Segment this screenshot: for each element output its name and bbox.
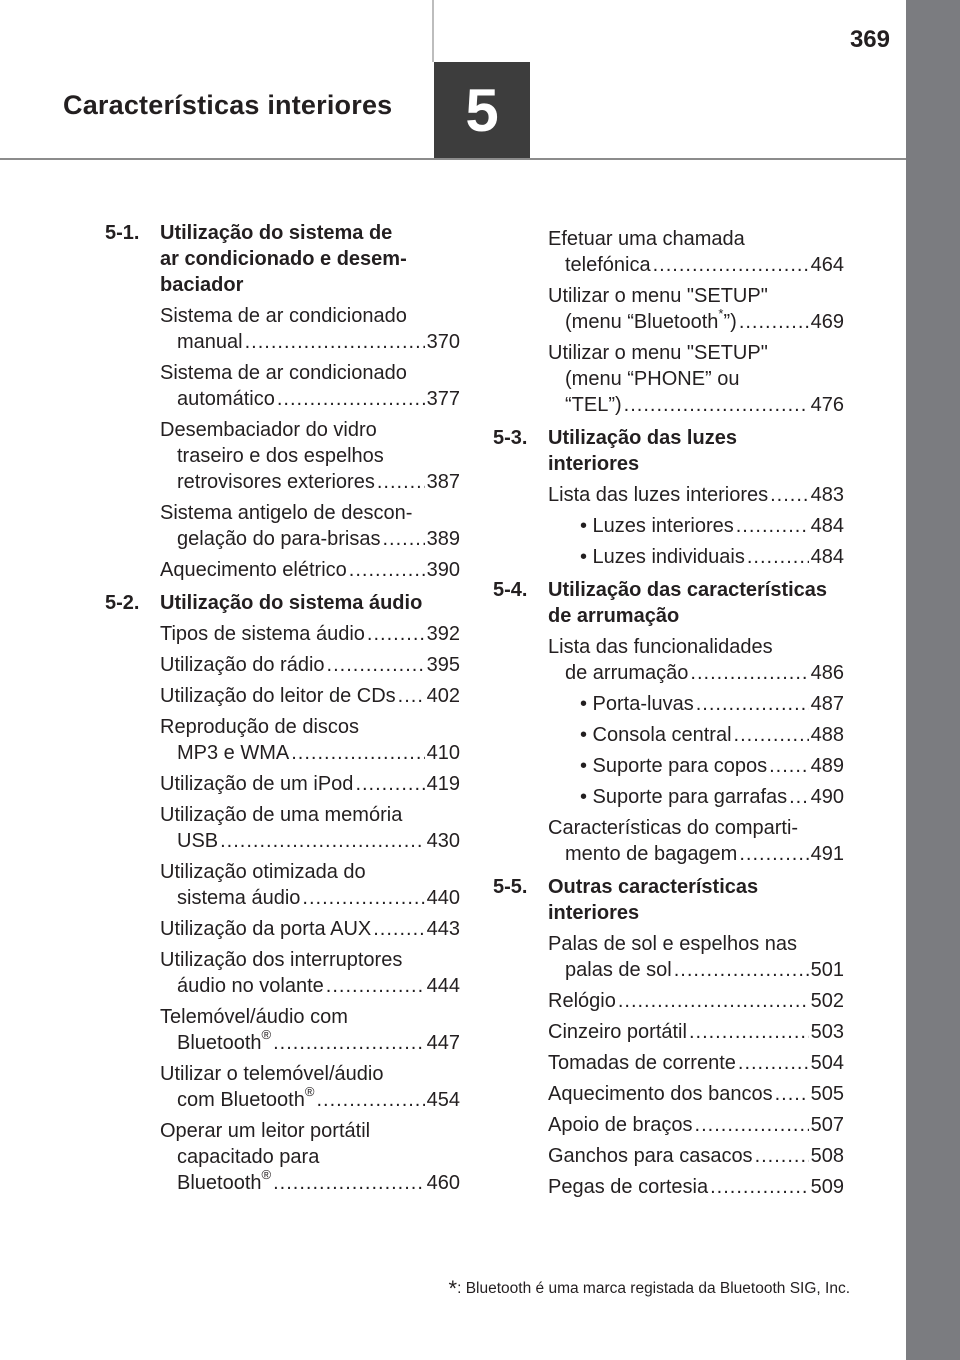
toc-page-number: 443 — [426, 918, 460, 940]
toc-entry-line: Utilização de uma memória — [160, 804, 403, 826]
toc-entry-line: Efetuar uma chamada — [548, 228, 745, 250]
toc-subentry[interactable] — [493, 544, 844, 570]
toc-leader-dots — [690, 660, 808, 686]
toc-entry[interactable] — [105, 652, 460, 678]
toc-page-number: 488 — [810, 724, 844, 746]
toc-page-number: 483 — [810, 484, 844, 506]
toc-leader-dots — [775, 1081, 809, 1107]
toc-leader-dots — [747, 544, 809, 570]
toc-entry-line: manual — [177, 331, 243, 353]
toc-leader-dots — [689, 1019, 809, 1045]
toc-entry-line: de arrumação — [565, 662, 689, 684]
toc-entry-line: Utilizar o menu "SETUP" — [548, 285, 768, 307]
toc-entry-line: “TEL”) — [565, 394, 622, 416]
toc-entry[interactable] — [105, 1118, 460, 1196]
toc-page-number: 440 — [426, 887, 460, 909]
toc-entry-line: automático — [177, 388, 275, 410]
toc-entry-line: capacitado para — [177, 1146, 320, 1168]
toc-entry-line: Utilização otimizada do — [160, 861, 366, 883]
toc-section-title — [160, 590, 460, 616]
toc-entry-line: Tipos de sistema áudio — [160, 623, 365, 645]
side-thumb-tab — [906, 0, 960, 1360]
toc-entry[interactable] — [105, 947, 460, 999]
toc-entry-line: Sistema antigelo de descon- — [160, 502, 413, 524]
toc-page-number: 370 — [426, 331, 460, 353]
toc-leader-dots — [220, 828, 425, 854]
toc-section-number: 5-3. — [493, 427, 528, 449]
toc-leader-dots — [789, 784, 809, 810]
toc-page-number: 410 — [426, 742, 460, 764]
toc-entry[interactable] — [105, 360, 460, 412]
toc-section-number: 5-5. — [493, 876, 528, 898]
toc-entry[interactable] — [493, 1112, 844, 1138]
toc-entry-line: mento de bagagem — [565, 843, 738, 865]
toc-page-number: 419 — [426, 773, 460, 795]
toc-entry-line: Utilizar o telemóvel/áudio — [160, 1063, 384, 1085]
toc-entry-line: USB — [177, 830, 219, 852]
toc-leader-dots — [738, 1050, 809, 1076]
toc-leader-dots — [696, 691, 809, 717]
footnote-marker: * — [448, 1276, 458, 1301]
toc-page-number: 508 — [810, 1145, 844, 1167]
toc-section-heading — [493, 425, 844, 477]
toc-entry-line: com Bluetooth® — [177, 1084, 315, 1111]
toc-entry[interactable] — [493, 634, 844, 686]
toc-leader-dots — [327, 652, 425, 678]
toc-entry[interactable] — [105, 916, 460, 942]
toc-section-heading — [105, 590, 460, 616]
toc-leader-dots — [710, 1174, 809, 1200]
footnote-text: : Bluetooth é uma marca registada da Bluetooth SIG, Inc. — [457, 1280, 850, 1297]
toc-entry[interactable] — [105, 417, 460, 495]
toc-entry-line: Utilização da porta AUX — [160, 918, 372, 940]
toc-entry-line: gelação do para-brisas — [177, 528, 381, 550]
toc-section-number: 5-1. — [105, 222, 140, 244]
toc-section-title-line: Outras características — [548, 876, 759, 898]
toc-entry-line: Lista das luzes interiores — [548, 484, 769, 506]
toc-page-number: 389 — [426, 528, 460, 550]
toc-section-heading — [105, 220, 460, 298]
toc-leader-dots — [326, 973, 425, 999]
toc-entry[interactable] — [493, 931, 844, 983]
toc-leader-dots — [739, 309, 809, 335]
toc-page-number: 387 — [426, 471, 460, 493]
toc-entry-line: Utilizar o menu "SETUP" — [548, 342, 768, 364]
toc-leader-dots — [245, 329, 425, 355]
footnote — [345, 1273, 850, 1299]
toc-entry[interactable] — [493, 1081, 844, 1107]
toc-entry-line: • Luzes interiores — [580, 515, 734, 537]
toc-entry-line: Ganchos para casacos — [548, 1145, 753, 1167]
toc-section-title-line: interiores — [548, 902, 640, 924]
toc-leader-dots — [398, 683, 425, 709]
toc-entry-line: Sistema de ar condicionado — [160, 362, 407, 384]
toc-entry-line: Telemóvel/áudio com — [160, 1006, 348, 1028]
toc-section-title — [548, 874, 844, 926]
toc-page-number: 489 — [810, 755, 844, 777]
toc-entry-line: Bluetooth® — [177, 1167, 272, 1194]
toc-entry[interactable] — [105, 1004, 460, 1056]
toc-leader-dots — [653, 252, 809, 278]
toc-leader-dots — [367, 621, 425, 647]
toc-page-number: 447 — [426, 1032, 460, 1054]
toc-leader-dots — [734, 722, 809, 748]
toc-entry-line: palas de sol — [565, 959, 672, 981]
header-divider — [0, 158, 906, 160]
toc-entry-line: Utilização do rádio — [160, 654, 325, 676]
toc-leader-dots — [349, 557, 425, 583]
toc-leader-dots — [736, 513, 809, 539]
toc-section-title-line: ar condicionado e desem- — [160, 248, 407, 270]
toc-page-number: 430 — [426, 830, 460, 852]
toc-entry-line: MP3 e WMA — [177, 742, 290, 764]
toc-entry-line: Apoio de braços — [548, 1114, 693, 1136]
section-title: Características interiores — [63, 90, 393, 120]
toc-entry[interactable] — [493, 226, 844, 278]
toc-entry-line: Sistema de ar condicionado — [160, 305, 407, 327]
toc-page-number: 505 — [810, 1083, 844, 1105]
toc-entry[interactable] — [105, 1061, 460, 1113]
toc-entry-line: (menu “PHONE” ou — [565, 368, 740, 390]
toc-section-title-line: Utilização das luzes — [548, 427, 737, 449]
toc-entry[interactable] — [105, 714, 460, 766]
toc-entry-line: • Suporte para garrafas — [580, 786, 788, 808]
toc-entry-line: • Porta-luvas — [580, 693, 694, 715]
toc-leader-dots — [377, 469, 425, 495]
toc-leader-dots — [382, 526, 424, 552]
toc-page-number: 503 — [810, 1021, 844, 1043]
toc-column-right — [493, 220, 844, 1200]
toc-entry-line: Palas de sol e espelhos nas — [548, 933, 798, 955]
toc-entry-line: (menu “Bluetooth*”) — [565, 306, 737, 333]
toc-page-number: 507 — [810, 1114, 844, 1136]
toc-entry[interactable] — [493, 340, 844, 418]
toc-entry-line: Utilização do leitor de CDs — [160, 685, 396, 707]
toc-section-heading — [493, 577, 844, 629]
toc-page-number: 501 — [810, 959, 844, 981]
toc-section-number: 5-4. — [493, 579, 528, 601]
toc-entry[interactable] — [493, 1019, 844, 1045]
toc-section-title — [548, 577, 844, 629]
toc-section-title-line: interiores — [548, 453, 640, 475]
toc-entry[interactable] — [105, 771, 460, 797]
toc-section-heading — [493, 874, 844, 926]
toc-entry[interactable] — [105, 621, 460, 647]
toc-entry-line: traseiro e dos espelhos — [177, 445, 384, 467]
toc-entry[interactable] — [105, 303, 460, 355]
toc-page-number: 509 — [810, 1176, 844, 1198]
toc-entry-line: retrovisores exteriores — [177, 471, 375, 493]
toc-entry[interactable] — [493, 482, 844, 508]
toc-leader-dots — [755, 1143, 809, 1169]
toc-entry-line: • Suporte para copos — [580, 755, 768, 777]
toc-entry-line: Aquecimento elétrico — [160, 559, 347, 581]
toc-entry-line: • Consola central — [580, 724, 732, 746]
toc-page-number: 444 — [426, 975, 460, 997]
toc-leader-dots — [618, 988, 809, 1014]
header-divider-vertical — [432, 0, 434, 62]
toc-page-number: 390 — [426, 559, 460, 581]
toc-leader-dots — [624, 392, 809, 418]
toc-entry-line: • Luzes individuais — [580, 546, 745, 568]
chapter-number-tab: 5 — [434, 62, 530, 158]
toc-entry[interactable] — [493, 815, 844, 867]
toc-page-number: 487 — [810, 693, 844, 715]
toc-entry[interactable] — [493, 1050, 844, 1076]
toc-entry[interactable] — [105, 683, 460, 709]
toc-section-title-line: baciador — [160, 274, 244, 296]
toc-page-number: 460 — [426, 1172, 460, 1194]
toc-entry-line: sistema áudio — [177, 887, 301, 909]
toc-entry-line: Desembaciador do vidro — [160, 419, 377, 441]
toc-page-number: 469 — [810, 311, 844, 333]
toc-section-number: 5-2. — [105, 592, 140, 614]
toc-leader-dots — [291, 740, 424, 766]
toc-entry-line: Características do comparti- — [548, 817, 799, 839]
toc-leader-dots — [273, 1030, 425, 1056]
toc-subentry[interactable] — [493, 784, 844, 810]
toc-entry[interactable] — [493, 1174, 844, 1200]
toc-section-title — [160, 220, 460, 298]
toc-page-number: 491 — [810, 843, 844, 865]
toc-page-number: 502 — [810, 990, 844, 1012]
toc-leader-dots — [373, 916, 424, 942]
toc-page-number: 504 — [810, 1052, 844, 1074]
toc-entry-line: Lista das funcionalidades — [548, 636, 773, 658]
toc-entry-line: Aquecimento dos bancos — [548, 1083, 773, 1105]
toc-entry-line: Operar um leitor portátil — [160, 1120, 371, 1142]
toc-entry[interactable] — [105, 500, 460, 552]
toc-column-left — [105, 220, 460, 1196]
toc-page-number: 392 — [426, 623, 460, 645]
toc-entry[interactable] — [493, 1143, 844, 1169]
toc-page-number: 476 — [810, 394, 844, 416]
toc-leader-dots — [769, 753, 809, 779]
toc-page-number: 484 — [810, 546, 844, 568]
toc-subentry[interactable] — [493, 722, 844, 748]
toc-page-number: 395 — [426, 654, 460, 676]
toc-page-number: 377 — [426, 388, 460, 410]
toc-page-number: 402 — [426, 685, 460, 707]
toc-entry-line: telefónica — [565, 254, 651, 276]
toc-page-number: 490 — [810, 786, 844, 808]
toc-entry[interactable] — [105, 802, 460, 854]
toc-page-number: 486 — [810, 662, 844, 684]
toc-leader-dots — [355, 771, 424, 797]
toc-section-title-line: Utilização do sistema de — [160, 222, 393, 244]
toc-entry-line: Reprodução de discos — [160, 716, 360, 738]
toc-leader-dots — [302, 885, 424, 911]
toc-entry-line: Tomadas de corrente — [548, 1052, 736, 1074]
toc-page-number: 464 — [810, 254, 844, 276]
toc-leader-dots — [316, 1087, 424, 1113]
page-number: 369 — [849, 26, 890, 53]
toc-entry-line: Cinzeiro portátil — [548, 1021, 687, 1043]
toc-leader-dots — [277, 386, 425, 412]
toc-section-title-line: Utilização do sistema áudio — [160, 592, 423, 614]
toc-entry[interactable] — [493, 283, 844, 335]
toc-leader-dots — [739, 841, 808, 867]
toc-section-title-line: de arrumação — [548, 605, 680, 627]
toc-page-number: 484 — [810, 515, 844, 537]
toc-subentry[interactable] — [493, 513, 844, 539]
toc-leader-dots — [674, 957, 809, 983]
toc-page-number: 454 — [426, 1089, 460, 1111]
toc-section-title-line: Utilização das características — [548, 579, 828, 601]
toc-subentry[interactable] — [493, 753, 844, 779]
toc-entry-line: Bluetooth® — [177, 1027, 272, 1054]
toc-entry-line: Pegas de cortesia — [548, 1176, 709, 1198]
toc-subentry[interactable] — [493, 691, 844, 717]
toc-entry-line: áudio no volante — [177, 975, 324, 997]
toc-entry-line: Utilização de um iPod — [160, 773, 354, 795]
toc-leader-dots — [770, 482, 809, 508]
toc-leader-dots — [273, 1170, 425, 1196]
toc-entry[interactable] — [105, 557, 460, 583]
toc-leader-dots — [695, 1112, 809, 1138]
toc-entry-line: Utilização dos interruptores — [160, 949, 403, 971]
toc-entry-line: Relógio — [548, 990, 616, 1012]
toc-entry[interactable] — [105, 859, 460, 911]
toc-section-title — [548, 425, 844, 477]
toc-entry[interactable] — [493, 988, 844, 1014]
